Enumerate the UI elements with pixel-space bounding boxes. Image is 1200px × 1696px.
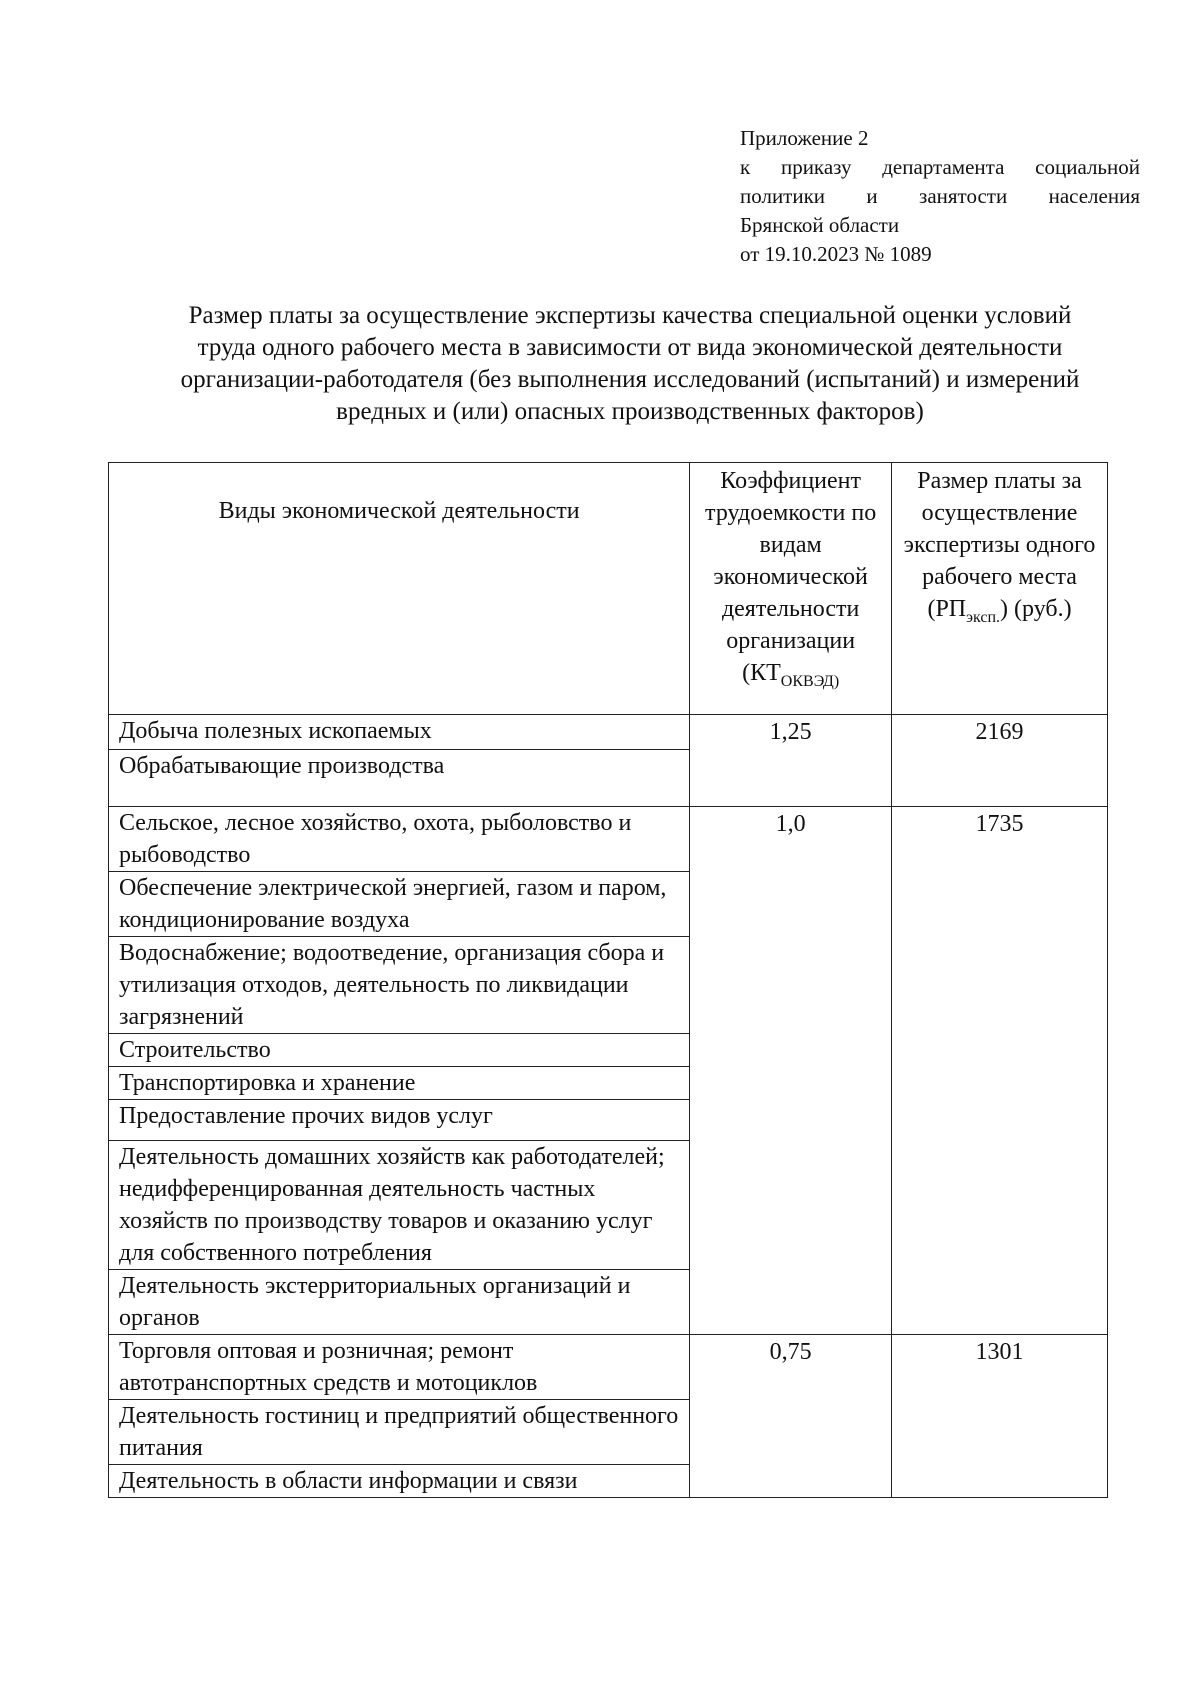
fee-cell: 2169 [892,715,1108,807]
header-fee-text: Размер платы за осуществление экспертизы одного рабочего места (РП [903,468,1096,622]
document-title [110,300,1150,428]
title-line: труда одного рабочего места в зависимости от вида экономической деятельности [197,334,1063,361]
table-row [109,807,1108,872]
appendix-line: Брянской области [740,213,900,237]
table-header-row [109,463,1108,715]
activity-cell: Строительство [109,1034,690,1067]
title-line: организации-работодателя (без выполнения исследований (испытаний) и измерений [180,366,1080,393]
fee-cell: 1735 [892,807,1108,1335]
coefficient-cell: 0,75 [690,1335,892,1498]
activity-cell: Обрабатывающие производства [109,750,690,807]
header-coefficient-subscript: ОКВЭД) [780,672,840,690]
header-fee-tail: ) (руб.) [1000,596,1072,622]
coefficient-cell: 1,25 [690,715,892,807]
fee-table [108,462,1108,1498]
header-activity: Виды экономической деятельности [109,463,690,715]
activity-cell: Водоснабжение; водоотведение, организация сбора и утилизация отходов, деятельность по ликвидации загрязнений [109,937,690,1034]
activity-cell: Предоставление прочих видов услуг [109,1100,690,1141]
table-row [109,715,1108,750]
activity-cell: Сельское, лесное хозяйство, охота, рыболовство и рыбоводство [109,807,690,872]
title-line: вредных и (или) опасных производственных факторов) [336,398,924,425]
coefficient-cell: 1,0 [690,807,892,1335]
table-row [109,1335,1108,1400]
header-fee-subscript: эксп. [966,608,1001,626]
activity-cell: Деятельность домашних хозяйств как работодателей; недифференцированная деятельность частных хозяйств по производству товаров и оказанию услуг для собственного потребления [109,1141,690,1270]
activity-cell: Деятельность в области информации и связи [109,1465,690,1498]
appendix-title: Приложение 2 [740,126,869,150]
header-coefficient-text: Коэффициент трудоемкости по видам экономической деятельности организации (КТ [705,468,877,686]
appendix-line: к приказу департамента социальной [740,155,1140,179]
header-coefficient [690,463,892,715]
activity-cell: Деятельность гостиниц и предприятий общественного питания [109,1400,690,1465]
activity-cell: Добыча полезных ископаемых [109,715,690,750]
appendix-block [740,124,1140,269]
title-line: Размер платы за осуществление экспертизы качества специальной оценки условий [188,302,1072,329]
activity-cell: Обеспечение электрической энергией, газом и паром, кондиционирование воздуха [109,872,690,937]
activity-cell: Деятельность экстерриториальных организаций и органов [109,1270,690,1335]
activity-cell: Торговля оптовая и розничная; ремонт автотранспортных средств и мотоциклов [109,1335,690,1400]
header-fee [892,463,1108,715]
fee-cell: 1301 [892,1335,1108,1498]
appendix-line: политики и занятости населения [740,184,1140,208]
appendix-date: от 19.10.2023 № 1089 [740,242,932,266]
activity-cell: Транспортировка и хранение [109,1067,690,1100]
